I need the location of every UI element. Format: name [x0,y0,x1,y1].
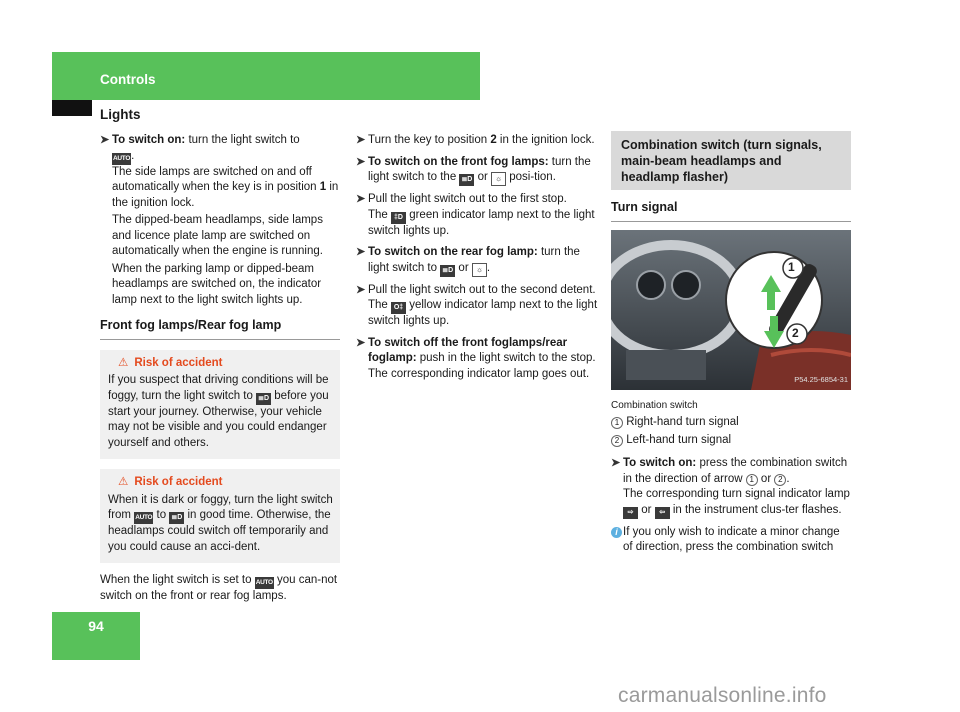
warning-title: ⚠ Risk of accident [118,476,223,488]
step-paragraph: The ‡D green indicator lamp next to the light switch lights up. [368,208,595,237]
low-beam-symbol-icon: ≣D [459,174,474,186]
step-arrow-icon: ➤ [100,134,110,146]
step-arrow-icon: ➤ [356,155,366,168]
turn-signal-heading: Turn signal [611,200,851,222]
step-arrow-icon: ➤ [356,246,366,258]
step-pull-first-stop [356,192,600,239]
step-paragraph: The O‡ yellow indicator lamp next to the light switch lights up. [368,299,598,327]
closing-paragraph: When the light switch is set to AUTO you can-not switch on the front or rear fog lamps. [100,574,338,602]
step-fog-off [356,336,600,383]
turn-left-indicator-icon: ⇦ [655,507,670,519]
step-text: Pull the light switch out to the second detent. [368,283,596,296]
image-caption: Combination switch [611,399,698,411]
step-text: Turn the key to position 2 in the ignition lock. [368,134,595,146]
middle-column [356,133,600,388]
step-arrow-icon: ➤ [356,336,366,349]
step-paragraph: When the parking lamp or dipped-beam headlamps are switched on, the indicator lamp next to the light switch lights up. [112,262,322,306]
info-icon: i [611,527,622,538]
step-front-fog-on [356,155,600,187]
section-title: Lights [100,107,141,122]
chapter-title: Controls [100,72,156,87]
info-note [611,525,851,556]
low-beam-symbol-icon: ≣D [440,265,455,277]
step-switch-on [100,133,340,308]
warning-box-1 [100,350,340,460]
callout-1-icon: 1 [746,474,758,486]
warning-triangle-icon: ⚠ [118,356,129,369]
step-text: To switch on the front fog lamps: turn the light switch to the ≣D or ☼ posi-tion. [368,155,600,187]
callout-2-label: 2 [792,325,799,340]
auto-symbol-icon: AUTO [112,153,131,165]
step-arrow-icon: ➤ [356,134,366,146]
combination-switch-image [611,230,851,390]
step-text: To switch on the rear fog lamp: turn the light switch to ≣D or ☼ . [368,245,600,277]
image-code: P54.25-6854-31 [794,375,848,384]
legend-item-1: 1 Right-hand turn signal [611,415,851,431]
auto-symbol-icon: AUTO [255,577,274,589]
step-text: To switch off the front foglamps/rear foglamp: push in the light switch to the stop. [368,336,596,364]
auto-symbol-icon: AUTO [134,512,153,524]
fog-lamps-heading: Front fog lamps/Rear fog lamp [100,318,340,340]
front-fog-symbol-icon: ‡D [391,212,406,224]
left-column [100,133,340,605]
step-paragraph: The corresponding indicator lamp goes out. [368,367,590,380]
warning-title: ⚠ Risk of accident [118,356,223,369]
step-text: To switch on: turn the light switch to AUTO. [112,133,340,165]
right-column [611,131,851,556]
warning-text: If you suspect that driving conditions will be foggy, turn the light switch to ≣D before you start your journey. Otherwise, your vehicle may not be visible and you could endanger yourself and others. [108,374,329,449]
parking-lamp-symbol-icon: ☼ [472,263,487,277]
step-arrow-icon: ➤ [356,193,366,205]
turn-right-indicator-icon: ⇨ [623,507,638,519]
section-box-title: Combination switch (turn signals, main-beam headlamps and headlamp flasher) [611,131,851,190]
step-rear-fog-on [356,245,600,277]
step-arrow-icon: ➤ [611,457,621,469]
info-text: If you only wish to indicate a minor change of direction, press the combination switch [623,525,840,553]
header-marker [52,100,92,116]
low-beam-symbol-icon: ≣D [256,393,271,405]
low-beam-symbol-icon: ≣D [169,512,184,524]
legend-item-2: 2 Left-hand turn signal [611,433,851,449]
callout-1-icon: 1 [611,417,623,429]
step-text: Pull the light switch out to the first stop. [368,193,567,205]
rear-fog-symbol-icon: O‡ [391,302,406,314]
step-pull-second-detent [356,283,600,330]
callout-1-label: 1 [788,259,795,274]
step-turn-on [611,456,851,519]
callout-2-icon: 2 [611,435,623,447]
step-paragraph: The corresponding turn signal indicator lamp ⇨ or ⇦ in the instrument clus-ter flashes. [623,487,851,519]
page-number: 94 [88,618,104,634]
step-ignition [356,133,600,149]
warning-triangle-icon: ⚠ [118,476,129,488]
warning-text: When it is dark or foggy, turn the light switch from AUTO to ≣D in good time. Otherwise, the headlamps could switch off temporarily and you could cause an acci-dent. [108,493,333,553]
step-paragraph: The dipped-beam headlamps, side lamps and licence plate lamp are switched on automatically when the engine is running. [112,214,323,257]
step-paragraph: The side lamps are switched on and off automatically when the key is in position 1 in the ignition lock. [112,165,339,209]
warning-box-2 [100,469,340,563]
dashboard-illustration [611,230,851,390]
step-arrow-icon: ➤ [356,283,366,296]
watermark: carmanualsonline.info [618,684,827,707]
parking-lamp-symbol-icon: ☼ [491,172,506,186]
step-text: To switch on: press the combination switch in the direction of arrow 1 or 2 . [623,457,848,485]
callout-2-icon: 2 [774,474,786,486]
